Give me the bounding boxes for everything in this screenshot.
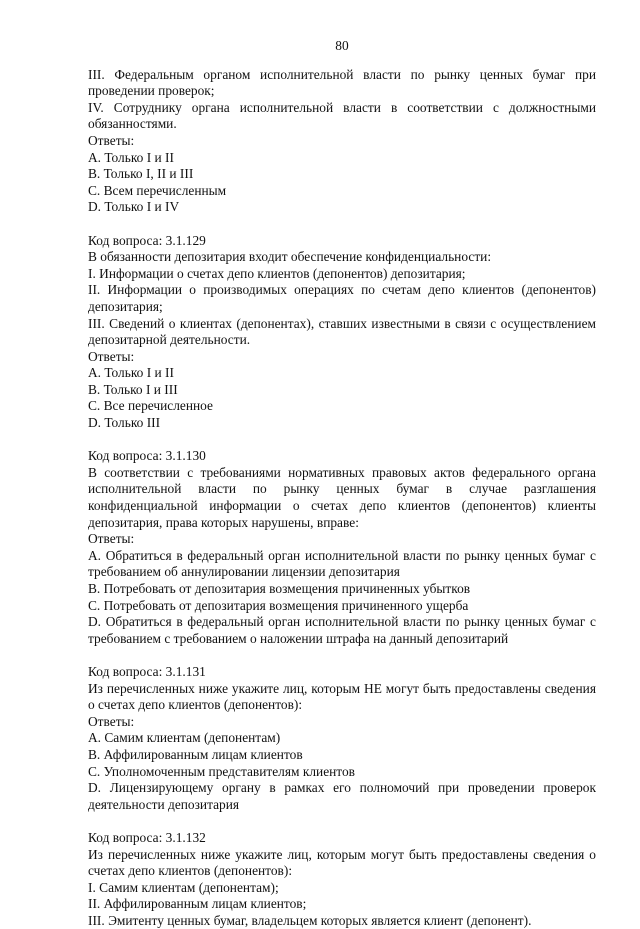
page-number: 80 bbox=[335, 38, 349, 53]
question-text: Из перечисленных ниже укажите лиц, которым НЕ могут быть предоставлены сведения о счетах депо клиентов (депонентов): bbox=[88, 680, 596, 713]
answers-label: Ответы: bbox=[88, 531, 135, 547]
spacer bbox=[88, 432, 596, 449]
intro-block bbox=[88, 67, 596, 216]
answers-label: Ответы: bbox=[88, 132, 135, 148]
answer-option: D. Лицензирующему органу в рамках его полномочий при проведении проверок деятельности депозитария bbox=[88, 780, 596, 812]
spacer bbox=[88, 813, 596, 830]
question-item: I. Информации о счетах депо клиентов (депонентов) депозитария; bbox=[88, 265, 466, 281]
spacer bbox=[88, 216, 596, 233]
answer-option: C. Потребовать от депозитария возмещения причиненного ущерба bbox=[88, 597, 469, 613]
answer-option: A. Обратиться в федеральный орган исполнительной власти по рынку ценных бумаг с требованием об аннулировании лицензии депозитария bbox=[88, 547, 596, 580]
answers-label: Ответы: bbox=[88, 348, 135, 364]
answer-option: C. Всем перечисленным bbox=[88, 182, 227, 198]
answer-option: B. Потребовать от депозитария возмещения причиненных убытков bbox=[88, 581, 471, 596]
answer-option: B. Только I и III bbox=[88, 381, 178, 397]
question-block-3-1-131 bbox=[88, 664, 596, 813]
question-text: В соответствии с требованиями нормативных правовых актов федерального органа исполнительной власти по рынку ценных бумаг в случае разглашения конфиденциальной информации о счетах депо клиентов (депонентов) клиенты депозитария, права которых нарушены, вправе: bbox=[88, 464, 596, 530]
answers-label: Ответы: bbox=[88, 713, 135, 729]
answer-option: A. Только I и II bbox=[88, 365, 174, 381]
question-item: III. Сведений о клиентах (депонентах), ставших известными в связи с осуществлением депозитарной деятельности. bbox=[88, 315, 596, 348]
question-item: II. Аффилированным лицам клиентов; bbox=[88, 896, 307, 912]
answer-option: D. Только III bbox=[88, 415, 161, 431]
question-item: I. Самим клиентам (депонентам); bbox=[88, 879, 279, 895]
intro-item: III. Федеральным органом исполнительной власти по рынку ценных бумаг при проведении проверок; bbox=[88, 66, 596, 99]
question-item: III. Эмитенту ценных бумаг, владельцем которых является клиент (депонент). bbox=[88, 912, 532, 928]
question-text: В обязанности депозитария входит обеспечение конфиденциальности: bbox=[88, 249, 492, 265]
spacer bbox=[88, 647, 596, 664]
question-code: Код вопроса: 3.1.129 bbox=[88, 232, 206, 248]
question-code: Код вопроса: 3.1.132 bbox=[88, 829, 206, 845]
answer-option: A. Самим клиентам (депонентам) bbox=[88, 730, 281, 746]
question-code: Код вопроса: 3.1.130 bbox=[88, 448, 206, 464]
question-item: II. Информации о производимых операциях по счетам депо клиентов (депонентов) депозитария; bbox=[88, 282, 596, 314]
answer-option: D. Только I и IV bbox=[88, 199, 180, 215]
answer-option: B. Только I, II и III bbox=[88, 166, 194, 182]
document-page bbox=[88, 38, 596, 929]
question-block-3-1-130 bbox=[88, 448, 596, 647]
intro-item: IV. Сотруднику органа исполнительной власти в соответствии с должностными обязанностями. bbox=[88, 99, 596, 132]
answer-option: C. Уполномоченным представителям клиентов bbox=[88, 763, 356, 779]
answer-option: A. Только I и II bbox=[88, 149, 174, 165]
answer-option: D. Обратиться в федеральный орган исполнительной власти по рынку ценных бумаг с требованием с требованием о наложении штрафа на данный депозитарий bbox=[88, 614, 596, 646]
answer-option: C. Все перечисленное bbox=[88, 398, 213, 414]
question-text: Из перечисленных ниже укажите лиц, которым могут быть предоставлены сведения о счетах депо клиентов (депонентов): bbox=[88, 846, 596, 879]
answer-option: B. Аффилированным лицам клиентов bbox=[88, 746, 303, 762]
question-block-3-1-132 bbox=[88, 830, 596, 929]
question-code: Код вопроса: 3.1.131 bbox=[88, 663, 206, 679]
question-block-3-1-129 bbox=[88, 233, 596, 432]
